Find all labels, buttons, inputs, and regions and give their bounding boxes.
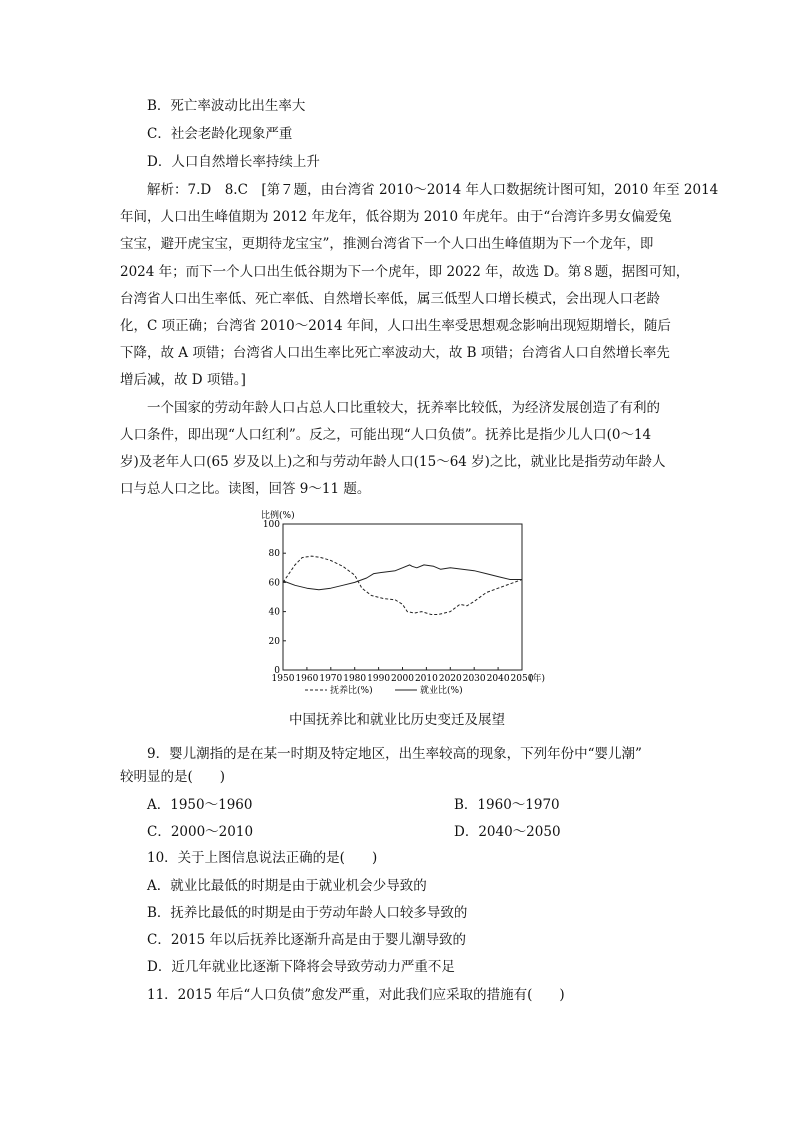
option-d: D．人口自然增长率持续上升	[147, 154, 320, 170]
x-tick-label: 2000	[391, 674, 414, 684]
answer-line: 2024 年；而下一个人口出生低谷期为下一个虎年，即 2022 年，故选 D。第８题，据图可知，	[120, 264, 690, 280]
intro-line: 人口条件，即出现“人口红利”。反之，可能出现“人口负债”。抚养比是指少儿人口(0～14	[120, 427, 652, 443]
answer-line: 下降，故 A 项错；台湾省人口出生率比死亡率波动大，故 B 项错；台湾省人口自然增长率先	[120, 345, 670, 361]
answer-line: 宝宝，避开虎宝宝，更期待龙宝宝”，推测台湾省下一个人口出生峰值期为下一个龙年，即	[120, 236, 654, 252]
intro-line: 岁)及老年人口(65 岁及以上)之和与劳动年龄人口(15～64 岁)之比，就业比是指劳动年龄人	[120, 454, 666, 470]
x-tick-label: 2040	[486, 674, 510, 684]
question-9-option-b: B．1960～1970	[454, 797, 560, 813]
x-tick-label: 2030	[462, 674, 486, 684]
x-tick-label: 1950	[271, 674, 295, 684]
y-tick-label: 20	[268, 636, 280, 647]
ratio-line-chart	[255, 508, 575, 703]
question-9-option-a: A．1950～1960	[147, 797, 253, 813]
answer-line: 台湾省人口出生率低、死亡率低、自然增长率低，属三低型人口增长模式，会出现人口老龄	[120, 291, 660, 307]
x-tick-label: 1970	[319, 674, 343, 684]
legend-label: 抚养比(%)	[330, 686, 373, 696]
x-tick-label: 1960	[295, 674, 319, 684]
y-tick-label: 0	[274, 666, 280, 676]
intro-line: 口与总人口之比。读图，回答 9～11 题。	[120, 481, 371, 497]
question-10-option-b: B．抚养比最低的时期是由于劳动年龄人口较多导致的	[147, 905, 468, 921]
x-tick-label: 2020	[438, 674, 462, 684]
x-axis-label: (年)	[528, 674, 546, 684]
y-tick-label: 100	[262, 520, 280, 530]
question-10-option-d: D．近几年就业比逐渐下降将会导致劳动力严重不足	[147, 959, 455, 975]
x-tick-label: 1980	[343, 674, 367, 684]
x-tick-label: 2050	[510, 674, 534, 684]
legend-label: 就业比(%)	[420, 686, 463, 696]
answer-line: 化，C 项正确；台湾省 2010～2014 年间，人口出生率受思想观念影响出现短期增长，随后	[120, 318, 671, 334]
question-9-stem: 9．婴儿潮指的是在某一时期及特定地区，出生率较高的现象，下列年份中“婴儿潮”	[147, 746, 642, 762]
employment-ratio-line	[283, 565, 522, 590]
question-10-option-c: C．2015 年以后抚养比逐渐升高是由于婴儿潮导致的	[147, 932, 466, 948]
option-c: C．社会老龄化现象严重	[147, 126, 293, 142]
question-10-option-a: A．就业比最低的时期是由于就业机会少导致的	[147, 878, 427, 894]
question-9-option-c: C．2000～2010	[147, 824, 254, 840]
answer-line: 年间，人口出生峰值期为 2012 年龙年，低谷期为 2010 年虎年。由于“台湾许多男女偏爱兔	[120, 209, 672, 225]
question-9-stem-cont: 较明显的是( )	[120, 769, 226, 785]
question-11-stem: 11．2015 年后“人口负债”愈发严重，对此我们应采取的措施有( )	[147, 987, 565, 1003]
y-tick-label: 60	[268, 578, 280, 589]
option-b: B．死亡率波动比出生率大	[147, 98, 306, 114]
y-tick-label: 80	[268, 549, 280, 560]
question-10-stem: 10．关于上图信息说法正确的是( )	[147, 850, 378, 866]
plot-frame	[283, 524, 522, 670]
dependency-ratio-line	[283, 556, 522, 614]
question-9-option-d: D．2040～2050	[454, 824, 561, 840]
answer-line: 解析：7.D 8.C [第７题，由台湾省 2010～2014 年人口数据统计图可知，2010 年至 2014	[147, 182, 719, 198]
x-tick-label: 1990	[367, 674, 391, 684]
x-tick-label: 2010	[414, 674, 438, 684]
y-tick-label: 40	[268, 607, 280, 618]
answer-line: 增后减，故 D 项错。]	[120, 372, 246, 388]
y-axis-label: 比例(%)	[261, 511, 295, 521]
chart-caption: 中国抚养比和就业比历史变迁及展望	[289, 712, 505, 728]
intro-line: 一个国家的劳动年龄人口占总人口比重较大，抚养率比较低，为经济发展创造了有利的	[147, 400, 660, 416]
